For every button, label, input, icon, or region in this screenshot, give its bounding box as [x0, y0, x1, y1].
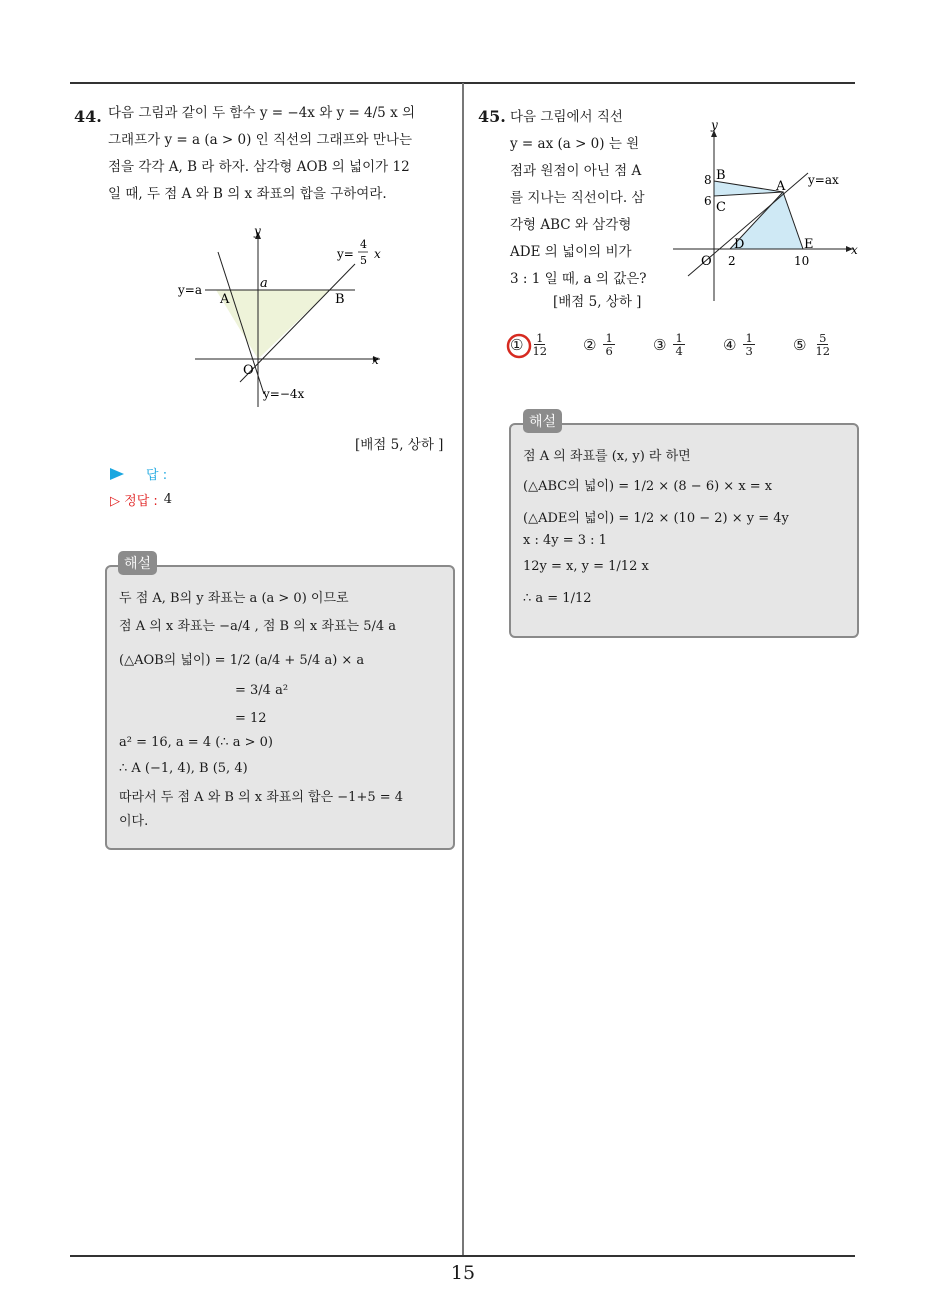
q44-sol-line: = 3/4 a²	[235, 683, 289, 698]
q45-line: ADE 의 넓이의 비가	[510, 244, 632, 260]
choice-1-mark: ①	[510, 335, 524, 354]
q44-solution-tag: 해설	[118, 551, 157, 575]
q45-line-label: y=ax	[808, 173, 839, 187]
q44-sol-line: = 12	[235, 711, 267, 726]
q45-point-e: E	[804, 237, 814, 252]
q45-point-b: B	[716, 168, 726, 183]
choice-4-den: 3	[745, 344, 753, 358]
q44-line-neg-label: y=−4x	[263, 387, 305, 401]
q44-text	[108, 100, 458, 208]
q44-line-pos-den: 5	[360, 254, 367, 267]
choice-5[interactable]	[793, 332, 833, 357]
q44-line: 다음 그림과 같이 두 함수 y = −4x 와 y = 4/5 x 의	[108, 105, 416, 121]
choice-2-mark: ②	[583, 335, 597, 354]
q45-point-a: A	[776, 179, 786, 194]
q45-text	[510, 104, 660, 293]
choice-3[interactable]	[653, 332, 686, 357]
q44-sol-line: (△AOB의 넓이) = 1/2 (a/4 + 5/4 a) × a	[119, 653, 365, 668]
q44-line: 일 때, 두 점 A 와 B 의 x 좌표의 합을 구하여라.	[108, 186, 387, 202]
q44-point-b: B	[335, 292, 345, 307]
choice-1-fraction	[530, 332, 549, 357]
q45-score: [배점 5, 상하 ]	[553, 294, 642, 310]
q45-y-label: y	[711, 118, 718, 132]
q44-solution-box	[105, 565, 455, 850]
q44-sol-line: ∴ A (−1, 4), B (5, 4)	[119, 761, 248, 776]
q44-number: 44.	[74, 107, 102, 126]
choice-5-mark: ⑤	[793, 335, 807, 354]
q45-number: 45.	[478, 107, 506, 126]
choice-2-fraction	[603, 332, 614, 357]
choice-1-num: 1	[536, 331, 544, 345]
q45-tick-6: 6	[704, 194, 712, 208]
choice-5-num: 5	[819, 331, 827, 345]
q45-point-c: C	[716, 200, 726, 215]
q45-line: y = ax (a > 0) 는 원	[510, 136, 640, 152]
choice-4-mark: ④	[723, 335, 737, 354]
q44-sol-line: 이다.	[119, 814, 149, 829]
q44-figure	[170, 222, 390, 412]
choice-4-fraction	[743, 332, 754, 357]
q45-line: 3 : 1 일 때, a 의 값은?	[510, 271, 647, 287]
q44-sol-line: 점 A 의 x 좌표는 −a/4 , 점 B 의 x 좌표는 5/4 a	[119, 619, 397, 634]
q44-answer-label: 답 :	[146, 468, 168, 483]
q44-answer-row	[110, 464, 167, 483]
q45-tick-2: 2	[728, 254, 736, 268]
q44-origin-label: O	[243, 363, 254, 378]
choice-2-num: 1	[605, 331, 613, 345]
q45-tick-8: 8	[704, 173, 712, 187]
q45-triangle-abc	[714, 181, 783, 196]
q44-correct-label: ▷ 정답 :	[110, 494, 158, 509]
page-number: 15	[450, 1262, 476, 1284]
q45-origin-label: O	[701, 254, 712, 269]
q44-a-label: a	[260, 276, 268, 291]
q44-y-label: y	[254, 224, 261, 238]
choice-2-den: 6	[605, 344, 613, 358]
q45-x-label: x	[851, 243, 858, 257]
choice-5-den: 12	[815, 344, 831, 358]
q45-sol-line: 점 A 의 좌표를 (x, y) 라 하면	[523, 449, 691, 464]
q44-x-label: x	[372, 353, 379, 367]
q45-solution-box	[509, 423, 859, 638]
q45-sol-line: (△ABC의 넓이) = 1/2 × (8 − 6) × x = x	[523, 479, 773, 494]
choice-5-fraction	[813, 332, 832, 357]
choice-4[interactable]	[723, 332, 756, 357]
q44-line: 그래프가 y = a (a > 0) 인 직선의 그래프와 만나는	[108, 132, 412, 148]
q45-solution-tag: 해설	[523, 409, 562, 433]
q44-point-a: A	[220, 292, 230, 307]
choice-1-den: 12	[532, 344, 548, 358]
q45-sol-line: (△ADE의 넓이) = 1/2 × (10 − 2) × y = 4y	[523, 511, 789, 526]
choice-3-den: 4	[675, 344, 683, 358]
choice-2[interactable]	[583, 332, 616, 357]
q44-line-a-label: y=a	[178, 283, 202, 297]
choice-4-num: 1	[745, 331, 753, 345]
q45-line: 를 지나는 직선이다. 삼	[510, 190, 645, 206]
q44-line-pos-num: 4	[360, 238, 367, 251]
bottom-rule	[70, 1255, 855, 1257]
q44-score: [배점 5, 상하 ]	[355, 437, 444, 453]
q45-tick-10: 10	[794, 254, 810, 268]
q45-sol-line: ∴ a = 1/12	[523, 591, 592, 606]
choice-3-num: 1	[675, 331, 683, 345]
q45-point-d: D	[734, 237, 745, 252]
q45-sol-line: x : 4y = 3 : 1	[523, 533, 607, 548]
q44-sol-line: 두 점 A, B의 y 좌표는 a (a > 0) 이므로	[119, 591, 349, 606]
q44-correct-row	[110, 490, 172, 509]
q44-correct-value: 4	[163, 492, 173, 507]
q44-line-pos-label: y=	[337, 247, 354, 261]
play-icon	[110, 468, 124, 480]
q45-line: 점과 원점이 아닌 점 A	[510, 163, 642, 179]
choice-3-mark: ③	[653, 335, 667, 354]
selected-ring-icon	[506, 333, 532, 359]
q45-line: 각형 ABC 와 삼각형	[510, 217, 632, 233]
q45-sol-line: 12y = x, y = 1/12 x	[523, 559, 649, 574]
q44-line-pos-x: x	[374, 247, 381, 261]
q45-figure	[668, 118, 864, 303]
q44-line: 점을 각각 A, B 라 하자. 삼각형 AOB 의 넓이가 12	[108, 159, 410, 175]
choice-3-fraction	[673, 332, 684, 357]
choice-1[interactable]	[510, 332, 550, 357]
q44-sol-line: 따라서 두 점 A 와 B 의 x 좌표의 합은 −1+5 = 4	[119, 790, 404, 805]
column-divider	[462, 83, 464, 1255]
q45-line: 다음 그림에서 직선	[510, 109, 623, 125]
q44-sol-line: a² = 16, a = 4 (∴ a > 0)	[119, 735, 273, 750]
